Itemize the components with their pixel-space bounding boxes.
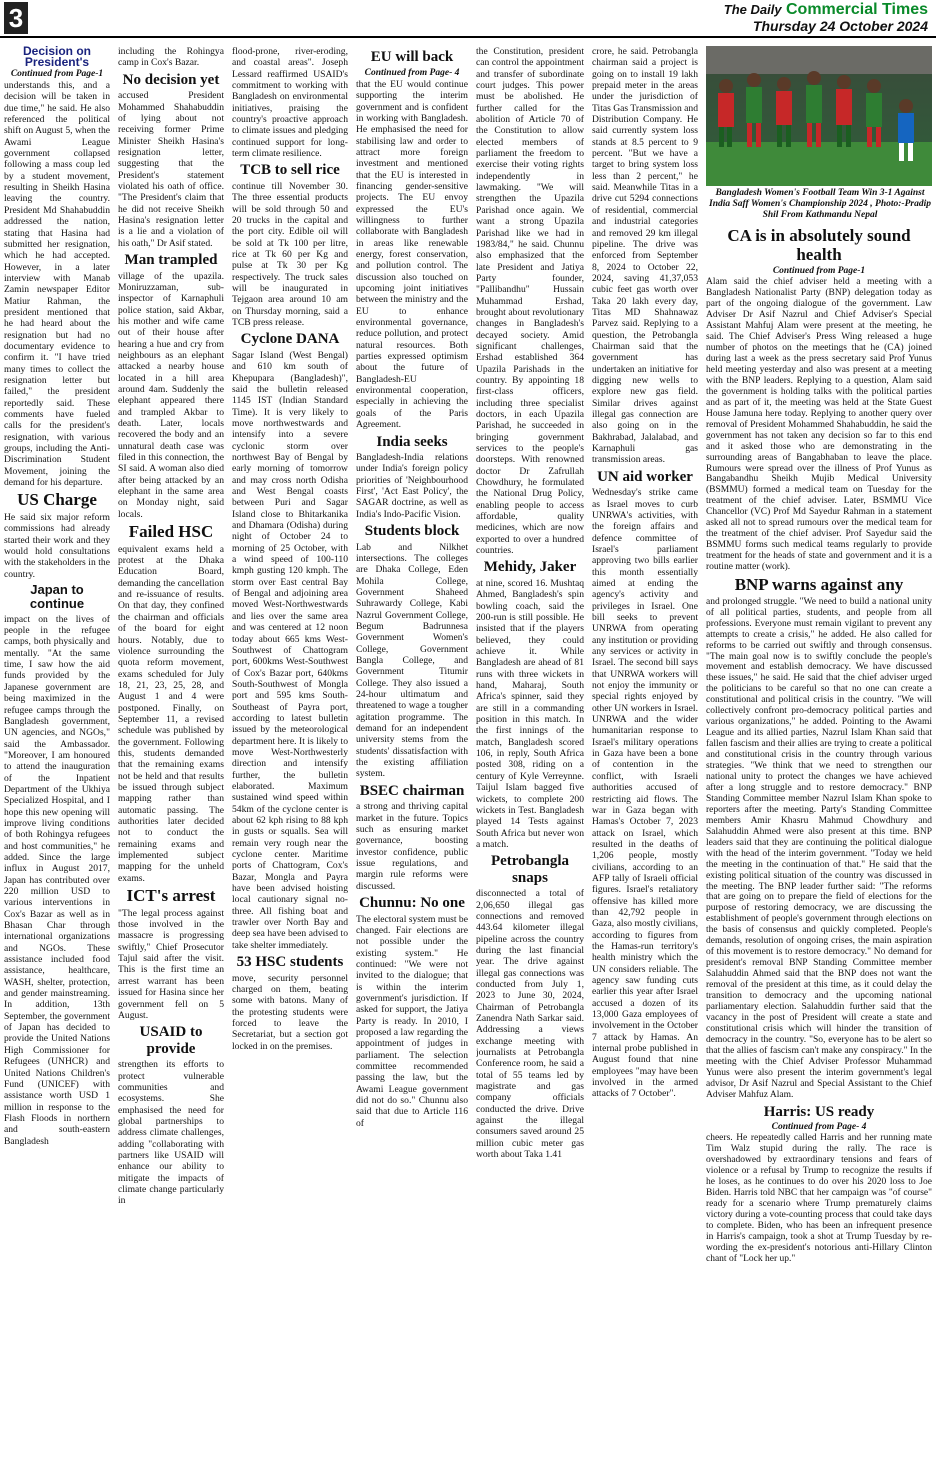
article-body: and prolonged struggle. "We need to build a national unity of all political parties, students, and people from all professions. Everyone must remain vigilant to prevent any attempts to create a crisis," he added. He also called for reforms to be carried out swiftly and through consensus. "The main goal now is to swiftly conclude the people's movement and establish democracy. We have discussed these issues," he said. He said that the chief adviser urged the politicians to be careful so that no one can create a constitutional and political crisis in the country. "We will collectively confront pro-democracy political parties and various organizations," he added. Pointing to the Awami League and its allied parties, Nazrul Islam Khan said that fallen fascism and their allies are trying to create a political and constitutional crisis in the country through various strategies. "We think that we need to strengthen our national unity to protect the changes we have achieved after a long struggle and to restore democracy." BNP Standing Committee member Nazrul Islam Khan spoke to reporters after the meeting. Party's Standing Committee members Amir Khasru Mahmud Chowdhury and Salahuddin Ahmed were also present at this time. BNP leaders said that they are continuing the political dialogue with the head of the interim government. "Today we held the meeting in the continuation of that." He said that the existing political situation of the country was discussed in the meeting. The BNP leader further said: "The reforms that are going on to prepare the field of elections for the purpose of restoring democracy, we are discussing the establishment of people's government through elections on the basis of consensus and quickly completed. People's demands, resolution of ongoing crises, the main aspiration of this movement is to restore democracy." No demand for president's removal BNP Standing Committee member Salahuddin Ahmed said that the BNP does not want the removal of the president at this time, as it could delay the transition to democracy and the upcoming national parliamentary election. Salahuddin further said that the vacancy in the post of President will create a state and constitutional crisis which will hinder the transition of democracy in the country. "So, everyone has to be alert so that the allies of fascism can't make any conspiracy." In the meeting with the Chief Adviser Professor Muhammad Yunus were also present the interim government's legal advisor, Dr Asif Nazrul and Special Assistant to the Chief Adviser Mahfuz Alam. (706, 596, 932, 1100)
article-body: Wednesday's strike came as Israel moves to curb UNRWA's activities, with the foreign affairs and defence committee of Israel's parliament approving two bills earlier this month essentially aimed at ending the agency's activity and privileges in Israel. One bill seeks to prevent UNRWA from operating any institution or providing any services or activity in Israel. The second bill says that UNRWA workers will not enjoy the immunity or special rights enjoyed by other UN workers in Israel. UNRWA and the wider humanitarian response to Israel's military operations in Gaza have been a bone of contention in the conflict, with Israeli authorities accused of restricting aid flows. The war in Gaza began with Hamas's October 7, 2023 attack on Israel, which resulted in the deaths of 1,206 people, mostly civilians, according to an AFP tally of Israeli official figures. Israel's retaliatory offensive has killed more than 42,792 people in Gaza, also mostly civilians, according to figures from the Hamas-run territory's health ministry which the UN considers reliable. The agency saw funding cuts earlier this year after Israel accused a dozen of its 13,000 Gaza employees of involvement in the October 7 attack by Hamas. An internal probe published in August found that nine employees "may have been involved in the armed attacks of 7 October". (592, 487, 698, 1100)
article-body: move, security personnel charged on them, beating some with batons. Many of the protesting students were forced to leave the Secretariat, but a section got locked in on the premises. (232, 972, 348, 1052)
article-body: crore, he said. Petrobangla chairman said a project is going on to install 19 lakh prepaid meter in the areas under the jurisdiction of Titas Gas Transmission and Distribution Company. He said currently system loss stands at 8.5 percent to 9 percent. "But we have a target to bring system loss less than 2 percent," he said. Meanwhile Titas in a drive cut 5294 connections of residential, commercial and industrial categories and removed 29 km illegal pipeline. The drive was enforced from September 8, 2024 to October 22, 2024, saving 41,37,053 cubic feet gas worth over Taka 20 lakh every day, Titas MD Shahnawaz Parvez said. Replying to a question, the Petrobangla Chairman said that the government has undertaken an initiative for digging new wells to explore new gas field. Similar drives against illegal gas connection are also going on in the Bakhrabad, Jalalabad, and Karnaphuli gas transmission areas. (592, 46, 698, 466)
article-body: Alam said the chief adviser held a meeting with a Bangladesh Nationalist Party (BNP) delegation today as part of the ongoing dialogue of the government. Law Adviser Dr Asif Nazrul and Chief Adviser's Special Assistant Mahfuj Alam were present at the meeting, he said. The Chief Adviser's Press Wing released a huge number of photos on the meetings that he (CA) joined during last a week as the press secretary said Prof Yunus held meeting yesterday and also was present at a meeting with the BNP leaders. Replying to a question, Alam said the government is holding talks with the political parties and as part of it, the meeting was held at the State Guest House Jamuna here today. Replying to another query over removal of President Mohammed Shahabuddin, he said the government has not taken any decision so far to this end and it asked those who are demonstrating in the surrounding areas of Bangabhaban to leave the place. Rumours were spread over the illness of Prof Yunus as Bangabandhu Sheikh Mujib Medical University (BSMMU) formed a medical team on Tuesday for the treatment of the chief adviser. Later, BSMMU Vice Chancellor (VC) Prof Md Sayedur Rahman in a statement asked all not to spread rumours over the medical team for the treatment of the chief adviser. Prof Sayedur said the BSMMU forms such medical teams regularly to provide treatment for the heads of state and government and it is a routine matter (work). (706, 277, 932, 573)
headline-bsec: BSEC chairman (359, 782, 465, 799)
continued-label: Continued from Page- 4 (364, 67, 460, 78)
page-number: 3 (4, 2, 28, 34)
headline-harris: Harris: US ready (763, 1103, 875, 1120)
masthead (724, 1, 928, 34)
column-2 (118, 46, 224, 1451)
headline-ict-arrest: ICT's arrest (126, 886, 216, 906)
article-body: Bangladesh-India relations under India's foreign policy priorities of 'Neighbourhood First', 'Act East Policy', the SAGAR doctrine, as well as India's Indo-Pacific Vision. (356, 452, 468, 520)
continued-label: Continued from Page- 4 (771, 1122, 867, 1133)
page-header (0, 0, 936, 38)
masthead-the: The Daily (723, 2, 782, 17)
headline-no-decision: No decision yet (122, 71, 220, 88)
article-body: accused President Mohammed Shahabuddin of lying about not receiving former Prime Minister Sheikh Hasina's resignation letter, suggesting that the President's statement violated his oath of office. "The President's claim that he did not receive Sheikh Hasina's resignation letter is a lie and a violation of his oath," Dr Asif stated. (118, 90, 224, 249)
headline-tcb: TCB to sell rice (240, 162, 340, 179)
headline-failed-hsc: Failed HSC (128, 522, 214, 542)
article-body: flood-prone, river-eroding, and coastal areas". Joseph Lessard reaffirmed USAID's commitment to working with Bangladesh on environmental initiatives, praising the country's proactive approach to climate issues and pledging continued support for long-term climate resilience. (232, 46, 348, 160)
column-4 (356, 46, 468, 1451)
issue-date: Thursday 24 October 2024 (752, 18, 928, 34)
masthead-name: Commercial Times (786, 1, 928, 18)
article-body: including the Rohingya camp in Cox's Bazar. (118, 46, 224, 69)
headline-53-hsc: 53 HSC students (236, 954, 344, 971)
article-body: Sagar Island (West Bengal) and 610 km south of Khepupara (Bangladesh)", said the bulletin released 1145 IST (Indian Standard Time). It is very likely to move northwestwards and intensify into a severe cyclonic storm over northwest Bay of Bengal by early morning of tomorrow and may cross north Odisha and West Bengal coasts between Puri and Sagar Island close to Bhitarkanika and Dhamara (Odisha) during night of October 24 to morning of 25 October, with a wind speed of 100-110 kmph gusting 120 kmph. The storm over East central Bay of Bengal and adjoining area moved West-Northwestwards and lies over the same area and was centered at 12 noon today about 665 kms West-Southwest of Chattogram port, 600kms West-Southwest of Cox's Bazar port, 640kms South-Southwest of Mongla port and 595 kms South-Southeast of Payra port, according to latest bulletin issued by the meteorological department here. It is likely to move West-Northwesterly direction and intensify further, the bulletin elaborated. Maximum sustained wind speed within 54km of the cyclone center is about 62 kph rising to 88 kph in gusts or squalls. Sea will remain very rough near the cyclone center. Maritime ports of Chattogram, Cox's Bazar, Mongla and Payra have been advised hoisting local cautionary signal no-three. All fishing boat and trawler over North Bay and deep sea have been advised to take shelter immediately. (232, 349, 348, 951)
article-body: understands this, and a decision will be taken in due time," he said. He also referenced the political shift on August 5, when the Awami League government collapsed following a mass coup led by a student movement, resulting in Sheikh Hasina leaving the country. President Md Shahabuddin addressed the nation, stating that Hasina had submitted her resignation, which he had accepted. However, in a later interview with Manab Zamin newspaper Editor Matiur Rahman, the president mentioned that he had heard about the resignation but had no documentary evidence to confirm it. "I have tried many times to collect the resignation letter but failed," the president reportedly said. These comments have fueled calls for the president's resignation, with various groups, including the Anti-Discrimination Student Movement, joining the demand for his departure. (4, 80, 110, 489)
article-body: the Constitution, president can control the appointment and transfer of subordinate court judges. This power must be abolished. He further called for the abolition of Article 70 of the Constitution to allow elected members of parliament the freedom to exercise their voting rights independently in lawmaking. "We will strengthen the Upazila Parishad once again. We want a strong Upazila Parishad like we had in 1983/84," he said. Chunnu also emphasized that the late President and Jatiya Party founder, "Pallibandhu" Hussain Muhammad Ershad, brought about revolutionary changes in Bangladesh's decayed society. Amid significant challenges, Ershad established 364 Upazila Parishads in the country. By appointing 18 first-class officers, including three specialist doctors, in each Upazila Parishad, he succeeded in bringing government services to the people's doorsteps. With renowned doctor Dr Zafrullah Chowdhury, he formulated the National Drug Policy, enabling people to access affordable, quality medicines, which are now exported to over a hundred countries. (476, 46, 584, 557)
article-body: cheers. He repeatedly called Harris and her running mate Tim Walz stupid during the rally. The race is overshadowed by extraordinary tensions and fears of violence or a refusal by Trump to recognize the results if he loses, as he continues to do over his 2020 loss to Joe Biden. Harris told NBC that her campaign was "of course" ready for a scenario where Trump prematurely claims victory during a vote-counting process that could take days to complete. Biden, who has been an infrequent presence in Harris's campaign, took a shot at Trump Tuesday by re-wording the ex-president's notorious anti-Hillary Clinton chant of "Lock her up." (706, 1133, 932, 1264)
column-6 (592, 46, 698, 1451)
headline-usaid: USAID to provide (139, 1024, 203, 1057)
article-body: village of the upazila. Moniruzzaman, sub-inspector of Karnaphuli police station, said Akbar, his mother and wife came out of their house after hearing a hue and cry from neighbours as an elephant attacked a nearby house located in a hill area around 4am. Suddenly the elephant appeared there and trampled Akbar to death. Later, locals recovered the body and an unnatural death case was filed in this connection, the SI said. A woman also died after being attacked by an elephant in the same area on Monday night, said locals. (118, 270, 224, 520)
article-body: strengthen its efforts to protect vulnerable communities and ecosystems. She emphasised the need for global partnerships to address climate challenges, adding "collaborating with partners like USAID will enhance our ability to mitigate the impacts of climate change particularly in (118, 1059, 224, 1207)
headline-bnp-warns: BNP warns against any (734, 575, 904, 595)
article-body: Lab and Nilkhet intersections. The colleges are Dhaka College, Eden Mohila College, Government Shaheed Suhrawardy College, Kabi Nazrul Government College, Begum Badrunnesa Government Women's College, Government Bangla College, and Government Titumir College. They also issued a 24-hour ultimatum and threatened to wage a tougher agitation programme. The demand for an independent university stems from the students' dissatisfaction with the existing affiliation system. (356, 541, 468, 780)
column-3 (232, 46, 348, 1451)
headline-mehidy: Mehidy, Jaker (483, 559, 577, 576)
headline-un-aid-worker: UN aid worker (597, 468, 693, 485)
continued-label: Continued from Page-1 (10, 68, 104, 79)
article-body: "The legal process against those involved in the massacre is progressing swiftly," Chief Prosecutor Tajul said after the visit. This is the first time an arrest warrant has been issued for Hasina since her government fell on 5 August. (118, 907, 224, 1021)
football-team-photo (706, 46, 932, 186)
article-body: The electoral system must be changed. Fair elections are not possible under the existing system." He continued: "We were not invited to the dialogue; that is within the interim government's jurisdiction. If asked for support, the Jatiya Party is ready. In 2010, I proposed a law regarding the appointment of judges in parliament. The selection committee recommended passing the law, but the Awami League government did not do so." Chunnu also said that due to Article 116 of (356, 913, 468, 1129)
headline-students-block: Students block (364, 523, 460, 540)
article-body: impact on the lives of people in the refugee camps, both physically and mentally. "At the same time, I saw how the aid funds provided by the Japanese government are being maximized in the refugee camps through the Bangladesh government, UN agencies, and NGOs," said the Ambassador. "Moreover, I am honoured to attend the inauguration of the Inpatient Department of the Ukhiya Specialized Hospital, and I hope this new opening will improve living conditions of both Rohingya refugees and host communities," he added. Since the large influx in August 2017, Japan has contributed over 220 million USD to various interventions in Cox's Bazar as well as in Bhasan Char through international organizations and NGOs. These assistance included food assistance, healthcare, WASH, shelter, protection, and gender mainstreaming. In addition, 13th September, the government of Japan has decided to provide the United Nations High Commissioner for Refugees (UNHCR) and United Nations Children's Fund (UNICEF) with assistance worth USD 1 million in response to the Flash Floods in northern and south-eastern Bangladesh (4, 613, 110, 1147)
headline-ca-health: CA is in absolutely sound health (727, 226, 911, 264)
headline-eu: EU will back (370, 49, 454, 65)
article-body: that the EU would continue supporting the interim government and is confident in working with Bangladesh. He emphasised the need for stabilising law and order to attract more foreign investment and mentioned that the EU is interested in financing gender-sensitive projects. The EU envoy expressed the EU's willingness to further collaborate with Bangladesh in areas like renewable energy, forest conservation, and pollution control. The discussion also touched on upcoming joint initiatives between the ministry and the EU to enhance environmental governance, reduce pollution, and protect natural resources. Both parties expressed optimism about the future of Bangladesh-EU environmental cooperation, especially in achieving the goals of the Paris Agreement. (356, 78, 468, 431)
column-1 (4, 46, 110, 1451)
headline-chunnu: Chunnu: No one (359, 895, 465, 912)
headline-india-seeks: India seeks (376, 433, 448, 450)
headline-cyclone-dana: Cyclone DANA (240, 331, 340, 348)
headline-japan: Japan to continue (29, 582, 85, 612)
headline-man-trampled: Man trampled (124, 252, 218, 268)
column-7 (706, 224, 932, 1452)
article-body: at nine, scored 16. Mushtaq Ahmed, Bangladesh's spin bowling coach, said the 200-run is still possible. He insisted that if the players believed, they could achieve it. While Bangladesh are ahead of 81 runs with three wickets in hand, Maharaj, South Africa's spinner, said they are still in a commanding position in this match. In the first innings of the match, Bangladesh scored 106, in reply, South Africa posted 308, riding on a century of Kyle Verreynne. Taijul Islam bagged five wickets, to complete 200 wickets in Test. Bangladesh played 14 Tests against South Africa but never won a match. (476, 577, 584, 850)
headline-petrobangla: Petrobangla snaps (490, 853, 570, 886)
headline-decision: Decision on President's (22, 46, 91, 70)
article-body: disconnected a total of 2,06,650 illegal gas connections and removed 443.64 kilometer illegal pipeline across the country during the last financial year. The drive against illegal gas connections was conducted from July 1, 2023 to June 30, 2024, Chairman of Petrobangla Zanendra Nath Sarkar said. Addressing a views exchange meeting with journalists at Petrobangla Conference room, he said a total of 55 teams led by magistrate and gas company officials conducted the drive. Drive against the illegal consumers saved around 25 million cubic meter gas worth about Taka 1.41 (476, 888, 584, 1161)
photo-caption: Bangladesh Women's Football Team Win 3-1 Against India Saff Women's Championship 2024 , Photo:-Pradip Shil From Kathmandu Nepal (709, 188, 931, 220)
column-5 (476, 46, 584, 1451)
article-body: a strong and thriving capital market in the future. Topics such as ensuring market governance, boosting investor confidence, public issue regulations, and margin rule reforms were discussed. (356, 801, 468, 892)
continued-label: Continued from Page-1 (772, 266, 866, 277)
headline-us-charge: US Charge (17, 490, 97, 510)
article-body: equivalent exams held a protest at the Dhaka Education Board, demanding the cancellation and re-issuance of results. On that day, they confined the chairman and officials of the board for eight hours. Notably, due to violence surrounding the quota reform movement, exams scheduled for July 18, 21, 23, 25, 28, and August 1 and 4 were postponed. Finally, on September 11, a revised schedule was published by the government. Following this, students demanded that the remaining exams not be held and that results be issued through subject mapping rather than automatic passing. The authorities later decided not to conduct the remaining exams and implemented subject mapping for the unheld exams. (118, 543, 224, 884)
article-body: continue till November 30. The three essential products will be sold through 50 and 20 trucks in the capital and the port city. Edible oil will be sold at Tk 100 per litre, rice at Tk 60 per Kg and pulse at Tk 30 per Kg respectively. The truck sales will be inaugurated in Tejgaon area around 10 am on Thursday morning, said a TCB press release. (232, 180, 348, 329)
article-body: He said six major reform commissions had already started their work and they would hold consultations with the stakeholders in the country. (4, 512, 110, 580)
